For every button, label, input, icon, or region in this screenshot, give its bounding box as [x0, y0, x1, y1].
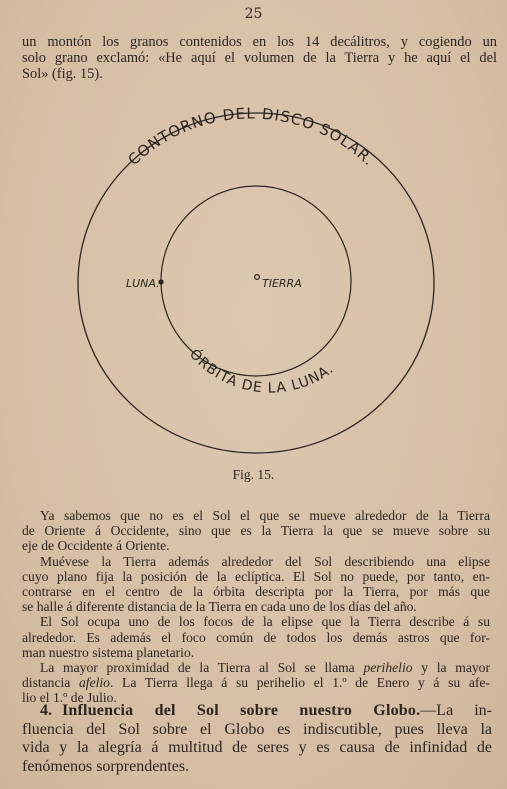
text-line: cuyo plano fija la posición de la eclíptica. El Sol no puede, por tanto, en-: [22, 568, 490, 584]
text-line: El Sol ocupa uno de los focos de la elipse que la Tierra describe á su: [40, 614, 490, 630]
text-line: fluencia del Sol sobre el Globo es indiscutible, pues lleva la: [22, 720, 492, 738]
text-line: eje de Occidente á Oriente.: [22, 538, 170, 554]
section-number: 4.: [40, 702, 52, 719]
section-title: Influencia del Sol sobre nuestro Globo.: [62, 702, 421, 719]
outer-contour-label: CONTORNO DEL DISCO SOLAR.: [124, 104, 379, 170]
text-line: lio el 1.º de Julio.: [22, 690, 117, 706]
section-4: [22, 702, 492, 776]
section-heading-line: [22, 702, 492, 721]
text-line: vida y la alegría á multitud de seres y es causa de infinidad de: [22, 739, 492, 756]
paragraph: [22, 554, 490, 615]
lunar-orbit: [161, 186, 351, 376]
text-line: La mayor proximidad de la Tierra al Sol se llama perihelio y la mayor: [40, 660, 490, 676]
text-line: de Oriente á Occidente, sino que es la Tierra la que se mueve sobre su: [22, 523, 490, 539]
text-line: solo grano exclamó: «He aquí el volumen de la Tierra y he aquí el del: [22, 50, 497, 66]
text-line: alrededor. Es además el foco común de todos los demás astros que for-: [22, 629, 490, 645]
text-line: man nuestro sistema planetario.: [22, 644, 195, 660]
text-line: fenómenos sorprendentes.: [22, 757, 190, 775]
text-line: distancia afelio. La Tierra llega á su perihelio el 1.º de Enero y á su afe-: [22, 675, 490, 691]
text-line: contrarse en el centro de la órbita descripta por la Tierra, por más que: [22, 584, 490, 600]
paragraph: [22, 508, 490, 554]
text-line: se halle á diferente distancia de la Tierra en cada uno de los días del año.: [22, 599, 417, 615]
body-text: [22, 508, 490, 706]
earth-marker: [255, 275, 260, 280]
figure-sun-moon-diagram: [68, 98, 448, 458]
section-text-start: —La in-: [420, 702, 492, 719]
figure-caption: Fig. 15.: [232, 467, 275, 482]
page-number: 25: [244, 6, 263, 22]
text-line: Sol» (fig. 15).: [22, 66, 103, 82]
paragraph: [22, 614, 490, 660]
intro-paragraph: [22, 34, 497, 82]
text-line: un montón los granos contenidos en los 14 decálitros, y cogiendo un: [22, 34, 497, 50]
moon-label: LUNA.: [126, 277, 160, 290]
lunar-orbit-label: ÓRBITA DE LA LUNA.: [185, 346, 338, 397]
paragraph: [22, 660, 490, 706]
text-line: Muévese la Tierra además alrededor del Sol describiendo una elipse: [40, 553, 490, 569]
text-line: Ya sabemos que no es el Sol el que se mueve alrededor de la Tierra: [40, 508, 490, 523]
earth-label: TIERRA: [262, 277, 302, 290]
